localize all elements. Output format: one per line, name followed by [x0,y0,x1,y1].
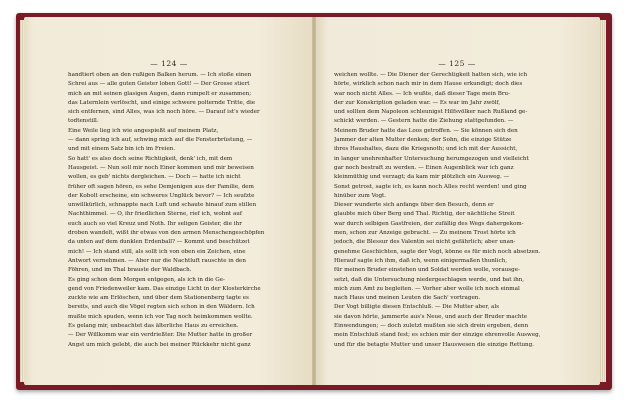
page-number-right: — 125 — [438,59,476,68]
text-line: todtenstill. [68,118,99,125]
text-line: genehme Geschichten, sagte der Vogt, könne es für mich noch absetzen. [334,248,541,255]
text-line: der Kobolt erscheine, ein schweres Unglück bevor? — Ich seufzte [68,192,255,199]
text-line: Der Vogt billigte diesen Entschluß. — Die Mutter aber, als [334,304,500,311]
text-line: — Der Willkomm war ein verdrießter. Die Mutter hatte in großer [68,332,253,339]
text-line: mich! — Ich stand still, als sollt ich von oben ein Zeichen, eine [68,248,246,255]
text-line: Eine Weile lieg ich wie angespießt auf meinem Platz, [68,127,219,134]
text-line: bereits, und auch die Vögel regten sich schon in den Wäldern. Ich [68,304,255,311]
text-line: mußte mich spuden, wenn ich vor Tag noch heimkommen wollte. [68,313,253,320]
text-line: wollen, es geb' nichts dergleichen. — Doch — hatte ich nicht [68,174,241,181]
text-line: Hausgeist. — Nun soll mir noch Einer kommen und mir beweisen [68,164,254,171]
text-line: jedoch, die Blessur des Valentin sei nicht gefährlich; aber unan- [334,239,516,246]
text-line: sie davon hörte, jammerte aus's Neue, und auch der Bruder machte [334,313,528,320]
text-line: handtiert oben an den rußigen Balken herum. — Ich stoße einen [68,72,252,78]
text-line: mein Entschluß stand fest; es schien mir der einzige ehrenvolle Ausweg, [334,332,541,339]
text-line: sich entfernen, sind Alles, was ich noch höre. — Darauf ist's wieder [68,109,260,116]
text-line: Föhren, und im Thal brauste der Waldbach. [68,267,192,274]
text-line: Meinem Bruder hatte das Loos getroffen. — Sie können sich den [334,127,518,134]
text-line: schickt werden. — Gestern hatte die Ziehung stattgefunden. — [334,118,514,125]
text-line: euch auch so viel Kreuz und Noth. Ihr seligen Geister, die ihr [68,220,242,227]
text-line: der zur Konskription geladen war. — Es war im Jahr zwölf, [334,99,501,106]
text-line: Einwendungen; — doch zuletzt mußten sie sich drein ergeben, denn [334,323,529,330]
text-line: gar noch bestraft zu werden. — Einen Augenblick war ich ganz [334,164,514,171]
text-line: da unten auf dem dunklen Erdenball? — Kommt und beschützet [68,239,250,246]
right-page [314,17,600,385]
text-line: droben wandelt, wißt ihr etwas von den armen Menschengeschöpfen [68,230,265,237]
text-line: früher oft sagen hören, es sehe Demjenigen aus der Familie, dem [68,183,254,190]
text-line: Nachthimmel. — O, ihr friedlichen Sterne, rief ich, wohnt auf [68,211,242,218]
text-line: ihres Haushaltes, dazu die Kriegsnoth; und ich mit der Aussicht, [334,146,518,153]
text-line: kleinmüthig und verzagt; da kam mir plötzlich ein Ausweg. — [334,174,510,181]
text-line: für meinen Bruder einstehen und Soldat werden wolle, vorausge- [334,267,520,274]
text-line: Hierauf sagte ich ihm, daß ich, wenn einigermaßen thunlich, [334,257,507,264]
text-line: unwillkürlich, schnappte nach Luft und schaute hinauf zum stillen [68,202,257,209]
text-line: mich an mit seinen glasigen Augen, dann rumpelt er zusammen; [68,90,252,97]
text-line: mich zum Amt zu begleiten. — Vorher aber wolle ich noch einmal [334,285,520,292]
text-line: gend von Friedenweiler kam. Das einzige Licht in der Klosterkirche [68,285,261,292]
text-line: hörte, wirklich schon nach mir in dem Hause erkundigt; doch dies [334,81,523,88]
right-page-text [334,71,568,350]
text-line: glaubte mich über Berg und Thal. Richtig, der nächtliche Streit [334,211,515,218]
left-page [24,17,314,385]
text-line: Angst um mich gelebt, die auch bei meiner Rückkehr nicht ganz [68,341,251,348]
text-line: zuckte wie am Erlöschen, und über dem Stationenberg tagte es [68,295,249,302]
text-line: in langer unehrenhafter Untersuchung herumgezogen und vielleicht [334,155,529,162]
text-line: men, schon zur Anzeige gebracht. — Zu meinem Trost hörte ich [334,230,516,237]
text-line: nach Haus und meinen Leuten die Sach' vortragen. [334,295,481,302]
text-line: das Laternlein verlöscht, und einige schwere polternde Tritte, die [68,99,256,106]
book-gutter [312,17,316,385]
text-line: war noch nicht Alles. — Ich wußte, daß dieser Tage mein Bru- [334,90,511,97]
text-line: Es ging schon dem Morgen entgegen, als ich in die Ge- [68,276,225,283]
text-line: und mit einem Satz bin ich im Freien. [68,146,176,153]
text-line: weichen wollte. — Die Diener der Gerechtigkeit hatten sich, wie ich [334,72,528,78]
text-line: hinüber zum Vogt. [334,192,387,199]
text-line: — dann spring ich auf, schwing mich auf die Fensterbrüstung, — [68,137,253,144]
text-line: Jammer der alten Mutter denken; der Sohn, die einzige Stütze [334,137,512,144]
text-line: setzt, daß die Untersuchung niedergeschlagen werde, und bat ihn, [334,276,525,283]
text-line: So hatt' es also doch seine Richtigkeit, denk' ich, mit dem [68,155,233,162]
text-line: Dieser wunderte sich anfangs über den Besuch, denn er [334,202,494,209]
text-line: und sollten dem Napoleon schleunigst Hilfsvölker nach Rußland ge- [334,109,528,116]
right-page-edges [600,20,606,382]
page-number-left: — 124 — [150,59,188,68]
text-line: Sonst getrost, sagte ich, es kann noch Alles recht werden! und ging [334,183,527,190]
text-line: Antwort vernehmen. — Aber nur die Nachtluft rauschte in den [68,257,246,264]
text-line: Schrei aus — alle guten Geister loben Gott! — Der Grosse stiert [68,81,250,88]
left-page-text [68,71,290,350]
text-line: Es gelang mir, unbeachtet das älterliche Haus zu erreichen. [68,323,239,330]
text-line: und für die betagte Mutter und unser Hauswesen die einzige Rettung. [334,341,535,348]
text-line: war durch selbigen Gastfreien, der zufällig des Wegs dahergekom- [334,220,524,227]
